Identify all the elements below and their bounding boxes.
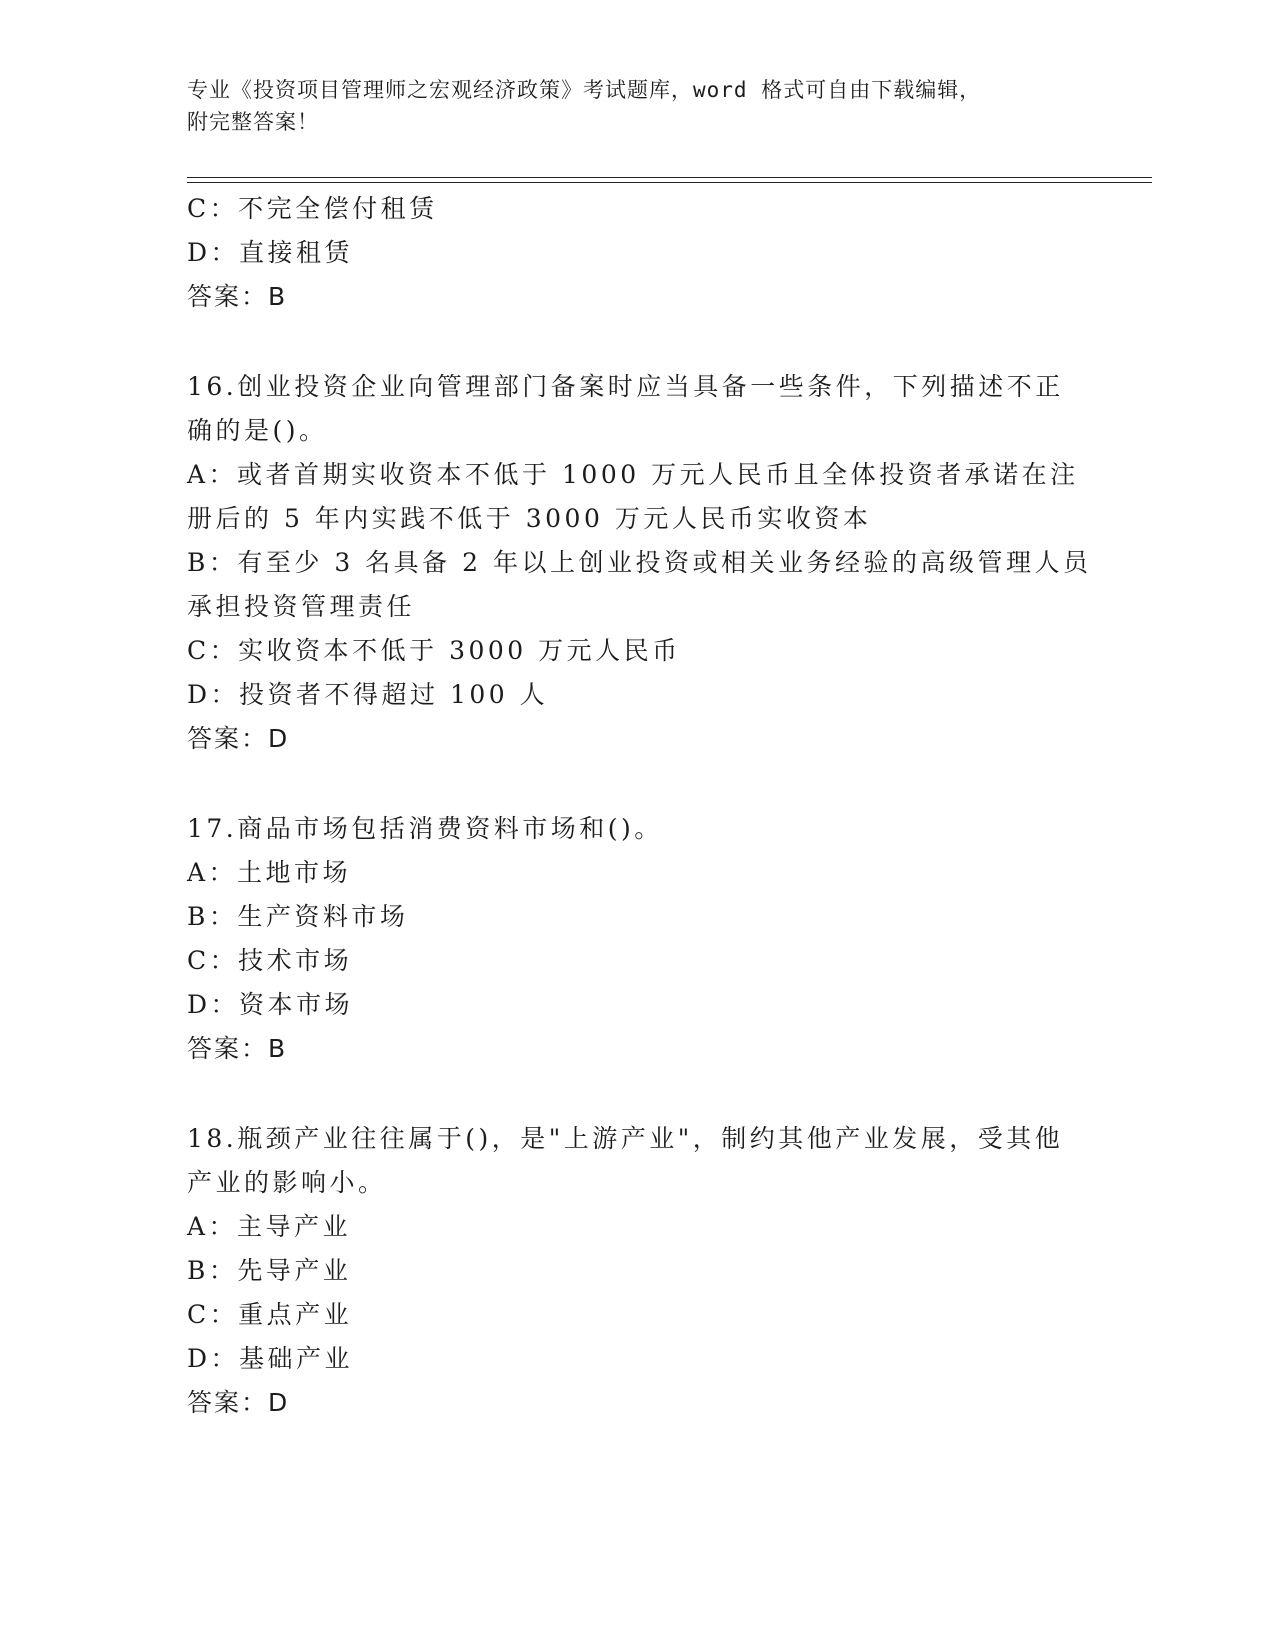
q16-stem-line-2: 确的是()。 [187, 416, 328, 445]
q15-option-d: D：直接租赁 [187, 238, 354, 267]
q16-answer: 答案：D [187, 724, 290, 753]
q16-option-b-line-2: 承担投资管理责任 [187, 592, 416, 621]
header-divider-bottom [187, 182, 1152, 183]
q16-option-c: C：实收资本不低于 3000 万元人民币 [187, 636, 681, 665]
q15-answer: 答案：B [187, 282, 288, 311]
q16-option-d: D：投资者不得超过 100 人 [187, 680, 549, 709]
q18-option-b: B：先导产业 [187, 1256, 352, 1285]
q16-option-a-line-2: 册后的 5 年内实践不低于 3000 万元人民币实收资本 [187, 504, 872, 533]
q18-stem-line-1: 18.瓶颈产业往往属于()，是"上游产业"，制约其他产业发展，受其他 [187, 1124, 1064, 1153]
q16-option-a-line-1: A：或者首期实收资本不低于 1000 万元人民币且全体投资者承诺在注 [187, 460, 1079, 489]
q17-option-a: A：土地市场 [187, 858, 352, 887]
q16-stem-line-1: 16.创业投资企业向管理部门备案时应当具备一些条件，下列描述不正 [187, 372, 1064, 401]
q17-option-b: B：生产资料市场 [187, 902, 409, 931]
header-line-2: 附完整答案！ [187, 110, 319, 134]
q15-option-c: C：不完全偿付租赁 [187, 194, 438, 223]
header-line-1: 专业《投资项目管理师之宏观经济政策》考试题库，word 格式可自由下载编辑， [187, 78, 982, 102]
q18-option-c: C：重点产业 [187, 1300, 353, 1329]
q17-stem: 17.商品市场包括消费资料市场和()。 [187, 814, 663, 843]
q17-answer: 答案：B [187, 1034, 288, 1063]
q16-option-b-line-1: B：有至少 3 名具备 2 年以上创业投资或相关业务经验的高级管理人员 [187, 548, 1092, 577]
document-header [187, 74, 1087, 138]
q18-answer: 答案：D [187, 1388, 290, 1417]
header-divider-top [187, 177, 1152, 178]
q17-option-c: C：技术市场 [187, 946, 353, 975]
q18-option-d: D：基础产业 [187, 1344, 354, 1373]
q18-stem-line-2: 产业的影响小。 [187, 1168, 387, 1197]
q17-option-d: D：资本市场 [187, 990, 354, 1019]
q18-option-a: A：主导产业 [187, 1212, 352, 1241]
